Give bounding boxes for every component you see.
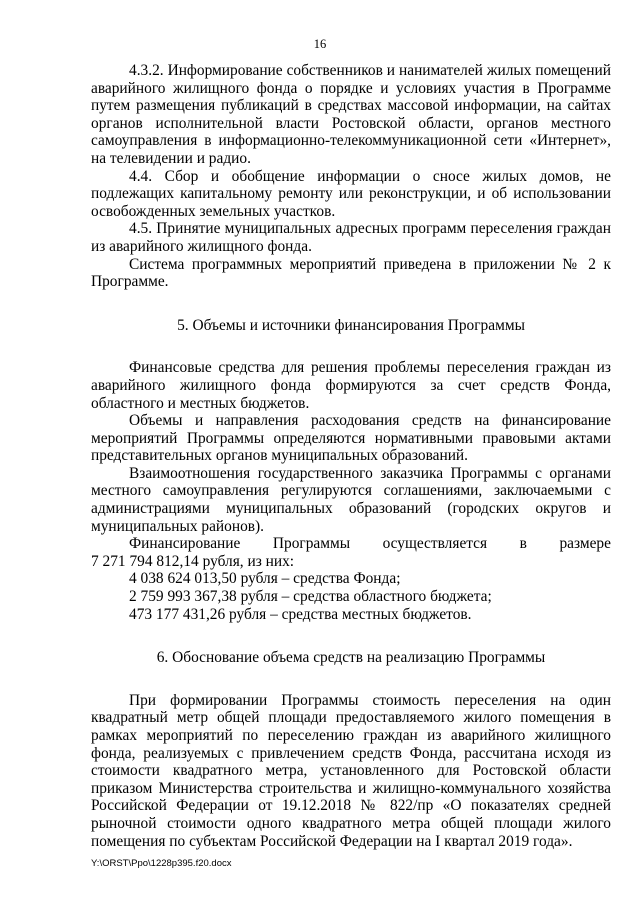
file-path-footer: Y:\ORST\Ppo\1228p395.f20.docx: [91, 858, 232, 869]
section-5-heading: 5. Объемы и источники финансирования Программы: [177, 316, 525, 334]
section-5-paragraph-3: Взаимоотношения государственного заказчика Программы с органами местного самоуправления регулируются соглашениями, заключаемыми с администрациями муниципальных образований (городских округов и муниципальных районов).: [91, 464, 611, 535]
financing-word: Финансирование: [129, 535, 241, 553]
section-6-paragraph: При формировании Программы стоимость переселения на один квадратный метр общей площади предоставляемого жилого помещения в рамках мероприятий по переселению граждан из аварийного жилищного фонда, реализуемых с привлечением средств Фонда, рассчитана исходя из стоимости квадратного метра, установленного для Ростовской области приказом Министерства строительства и жилищно-коммунального хозяйства Российской Федерации от 19.12.2018 № 822/пр «О показателях средней рыночной стоимости одного квадратного метра общей площади жилого помещения по субъектам Российской Федерации на I квартал 2019 года».: [91, 691, 611, 850]
paragraph-4-4: 4.4. Сбор и обобщение информации о сносе жилых домов, не подлежащих капитальному ремонту или реконструкции, и об использовании освобожденных земельных участков.: [91, 167, 611, 220]
document-body: [91, 62, 611, 850]
section-6-heading: 6. Обоснование объема средств на реализацию Программы: [156, 649, 546, 667]
financing-line: [91, 535, 611, 553]
page-number: 16: [313, 37, 327, 51]
paragraph-system: Система программных мероприятий приведена в приложении № 2 к Программе.: [91, 255, 611, 291]
financing-word: размере: [559, 535, 611, 553]
section-5-paragraph-2: Объемы и направления расходования средств на финансирование мероприятий Программы определяются нормативными правовыми актами представительных органов муниципальных образований.: [91, 412, 611, 465]
financing-item-local: 473 177 431,26 рубля – средства местных бюджетов.: [129, 605, 472, 623]
paragraph-4-5: 4.5. Принятие муниципальных адресных программ переселения граждан из аварийного жилищного фонда.: [91, 220, 611, 255]
financing-item-fund: 4 038 624 013,50 рубля – средства Фонда;: [129, 570, 401, 588]
paragraph-4-3-2: 4.3.2. Информирование собственников и нанимателей жилых помещений аварийного жилищного фонда о порядке и условиях участия в Программе путем размещения публикаций в средствах массовой информации, на сайтах органов исполнительной власти Ростовской области, органов местного самоуправления в информационно-телекоммуникационной сети «Интернет», на телевидении и радио.: [91, 62, 611, 167]
section-5-paragraph-1: Финансовые средства для решения проблемы переселения граждан из аварийного жилищного фонда формируются за счет средств Фонда, областного и местных бюджетов.: [91, 359, 611, 412]
financing-word: Программы: [272, 535, 351, 553]
financing-item-regional: 2 759 993 367,38 рубля – средства областного бюджета;: [129, 588, 492, 606]
financing-word: в: [519, 535, 527, 553]
financing-total: 7 271 794 812,14 рубля, из них:: [91, 552, 295, 570]
financing-word: осуществляется: [382, 535, 488, 553]
